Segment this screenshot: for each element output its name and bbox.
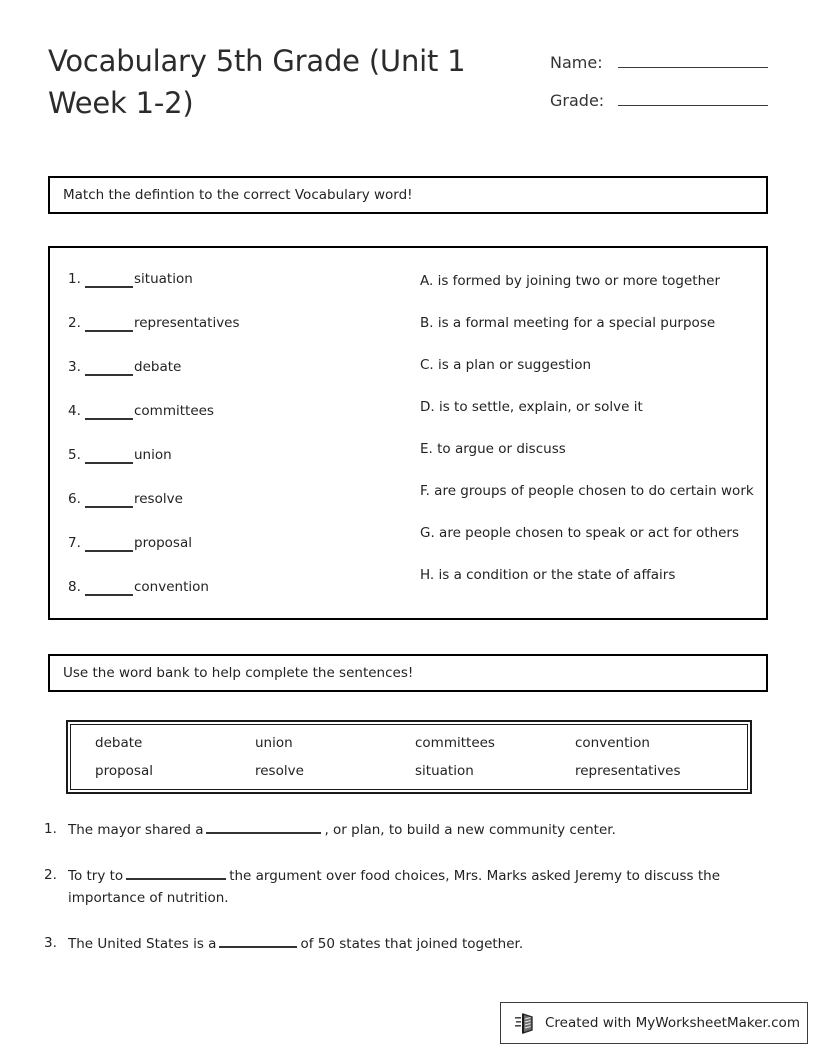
vocabulary-word-number: 3. <box>68 359 81 375</box>
word-bank-box <box>66 720 752 794</box>
sentence-answer-blank[interactable] <box>126 864 226 880</box>
fill-in-the-blank-sentences <box>44 818 774 978</box>
vocabulary-word-item <box>68 402 398 446</box>
vocabulary-word-label: debate <box>134 359 182 375</box>
myworksheetmaker-logo-icon <box>515 1011 537 1035</box>
vocabulary-word-item <box>68 578 398 622</box>
name-field-row <box>550 50 768 72</box>
matching-instruction-text: Match the defintion to the correct Vocabulary word! <box>63 187 413 203</box>
definition-item: C. is a plan or suggestion <box>420 357 592 373</box>
vocabulary-word-item <box>68 314 398 358</box>
worksheet-header <box>48 40 768 126</box>
name-grade-block <box>550 50 768 126</box>
definition-item: A. is formed by joining two or more together <box>420 273 721 289</box>
name-label: Name: <box>550 53 603 72</box>
vocabulary-word-label: committees <box>134 403 214 419</box>
vocabulary-word-label: proposal <box>134 535 192 551</box>
vocabulary-word-number: 8. <box>68 579 81 595</box>
footer-attribution-text: Created with MyWorksheetMaker.com <box>545 1015 800 1031</box>
sentence-text-after-blank: of 50 states that joined together. <box>300 936 524 952</box>
vocabulary-word-item <box>68 534 398 578</box>
sentence-answer-blank[interactable] <box>219 932 297 948</box>
word-bank-word: union <box>255 735 293 751</box>
sentence-number: 1. <box>44 821 57 837</box>
sentence-item <box>44 818 774 841</box>
vocabulary-word-label: representatives <box>134 315 240 331</box>
definition-item: H. is a condition or the state of affairs <box>420 567 676 583</box>
definition-item: F. are groups of people chosen to do certain work <box>420 483 754 499</box>
word-bank-word: proposal <box>95 763 153 779</box>
grade-field-row <box>550 88 768 110</box>
word-bank-row <box>95 757 747 785</box>
vocabulary-answer-blank[interactable] <box>85 270 133 288</box>
word-bank-word: debate <box>95 735 143 751</box>
sentence-number: 3. <box>44 935 57 951</box>
vocabulary-word-item <box>68 446 398 490</box>
wordbank-instruction-bar <box>48 654 768 692</box>
vocabulary-answer-blank[interactable] <box>85 402 133 420</box>
vocabulary-word-item <box>68 490 398 534</box>
footer-attribution-badge[interactable] <box>500 1002 808 1044</box>
page-title: Vocabulary 5th Grade (Unit 1 Week 1-2) <box>48 44 466 120</box>
vocabulary-word-number: 5. <box>68 447 81 463</box>
vocabulary-word-label: situation <box>134 271 193 287</box>
definition-item: G. are people chosen to speak or act for others <box>420 525 740 541</box>
sentence-text-before-blank: To try to <box>68 868 124 884</box>
wordbank-instruction-text: Use the word bank to help complete the sentences! <box>63 665 414 681</box>
vocabulary-word-number: 2. <box>68 315 81 331</box>
vocabulary-answer-blank[interactable] <box>85 358 133 376</box>
vocabulary-answer-blank[interactable] <box>85 534 133 552</box>
sentence-body <box>68 864 774 909</box>
word-bank-grid <box>70 724 748 790</box>
vocabulary-word-label: union <box>134 447 172 463</box>
definition-list <box>420 272 756 608</box>
vocabulary-answer-blank[interactable] <box>85 446 133 464</box>
vocabulary-answer-blank[interactable] <box>85 314 133 332</box>
vocabulary-word-label: convention <box>134 579 209 595</box>
definition-item: B. is a formal meeting for a special purpose <box>420 315 716 331</box>
vocabulary-word-item <box>68 358 398 402</box>
word-bank-row <box>95 729 747 757</box>
sentence-body <box>68 932 774 955</box>
sentence-text-before-blank: The United States is a <box>68 936 217 952</box>
vocabulary-answer-blank[interactable] <box>85 490 133 508</box>
vocabulary-word-number: 1. <box>68 271 81 287</box>
word-bank-word: convention <box>575 735 650 751</box>
definition-item: D. is to settle, explain, or solve it <box>420 399 643 415</box>
vocabulary-answer-blank[interactable] <box>85 578 133 596</box>
sentence-body <box>68 818 774 841</box>
sentence-item <box>44 932 774 955</box>
sentence-text-before-blank: The mayor shared a <box>68 822 204 838</box>
sentence-answer-blank[interactable] <box>206 818 321 834</box>
vocabulary-word-list <box>68 270 398 622</box>
matching-instruction-bar <box>48 176 768 214</box>
vocabulary-word-label: resolve <box>134 491 183 507</box>
vocabulary-word-number: 7. <box>68 535 81 551</box>
word-bank-word: representatives <box>575 763 681 779</box>
vocabulary-word-number: 4. <box>68 403 81 419</box>
sentence-item <box>44 864 774 909</box>
sentence-number: 2. <box>44 867 57 883</box>
word-bank-word: resolve <box>255 763 304 779</box>
definition-item: E. to argue or discuss <box>420 441 566 457</box>
vocabulary-word-item <box>68 270 398 314</box>
name-input-line[interactable] <box>618 50 768 68</box>
grade-label: Grade: <box>550 91 605 110</box>
grade-input-line[interactable] <box>618 88 768 106</box>
matching-exercise-box <box>48 246 768 620</box>
word-bank-word: committees <box>415 735 495 751</box>
sentence-text-after-blank: the argument over food choices, Mrs. Marks asked Jeremy to discuss the importance of nutrition. <box>68 868 721 906</box>
vocabulary-word-number: 6. <box>68 491 81 507</box>
word-bank-word: situation <box>415 763 474 779</box>
sentence-text-after-blank: , or plan, to build a new community center. <box>324 822 616 838</box>
